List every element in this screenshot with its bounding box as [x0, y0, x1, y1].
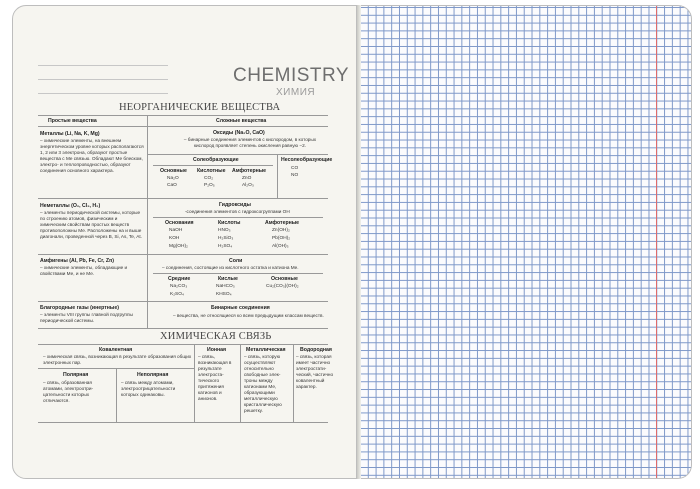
nonmetals-text: – элементы периодической системы, которые по строению атомов, физическим и химическим свойствам простых веществ противоположны Ме. Расположены на и выше диагонали, проведенной через B, Si, As, Te, At.: [40, 210, 142, 239]
hydroxide-amphoteric-item: Pb(OH)₂: [272, 236, 291, 241]
binary-compounds-title: Бинарные соединения: [211, 305, 270, 311]
hydroxide-bases-label: Основания: [165, 220, 194, 226]
polar-bond-text: – связь, образованная атомами, электроотри-цательности которых отличаются.: [43, 380, 94, 403]
notebook-spread: [12, 5, 692, 479]
hydrogen-bond-title: Водородная: [300, 347, 332, 353]
oxide-acidic-item: CO₂: [204, 176, 214, 181]
column-divider: [116, 368, 117, 422]
metals-title: Металлы (Li, Na, K, Mg): [40, 131, 100, 137]
noble-gases-text: – элементы VIII группы главной подгруппы периодической системы.: [40, 312, 133, 323]
complex-substances-header: Сложные вещества: [216, 118, 267, 124]
oxide-nonsalt-item: CO: [291, 166, 299, 171]
divider: [153, 273, 323, 274]
oxide-amphoteric-item: ZnO: [242, 176, 252, 181]
name-line-3: [38, 93, 168, 94]
polar-bond-title: Полярная: [63, 372, 89, 378]
oxide-nonsalt-item: NO: [291, 173, 299, 178]
hydroxide-base-item: NaOH: [169, 228, 183, 233]
hydroxide-acid-item: H₂SiO₃: [218, 236, 234, 241]
amphigens-title: Амфигены (Al, Pb, Fe, Cr, Zn): [40, 258, 114, 264]
hydrogen-bond-text: – связь, которая имеет частично электростати-ческий, частично ковалентный характер.: [296, 354, 334, 389]
margin-line: [656, 6, 657, 479]
noble-gases-title: Благородные газы (инертные): [40, 305, 119, 311]
column-divider: [147, 116, 148, 328]
hydroxide-acid-item: HNO₃: [218, 228, 231, 233]
oxides-text: – бинарные соединения элементов с кислородом, в которых кислород проявляет степень окисления равную −2.: [183, 137, 317, 148]
salt-acid-item: NaHCO₃: [216, 284, 235, 289]
divider: [147, 154, 328, 155]
nonpolar-bond-text: – связь между атомами, электроотрицательности которых одинаковы.: [121, 380, 176, 397]
page-subtitle: ХИМИЯ: [276, 87, 316, 98]
oxide-acidic-item: P₂O₅: [204, 183, 215, 188]
column-divider: [293, 344, 294, 422]
salt-medium-item: Na₂CO₃: [170, 284, 188, 289]
divider: [38, 301, 328, 302]
oxide-basic-item: CaO: [167, 183, 177, 188]
hydroxide-base-item: Mg(OH)₂: [169, 244, 188, 249]
hydroxide-acid-item: H₂SO₄: [218, 244, 233, 249]
column-divider: [277, 154, 278, 198]
salts-title: Соли: [229, 258, 243, 264]
column-divider: [194, 344, 195, 422]
name-line-1: [38, 65, 168, 66]
page-title: CHEMISTRY: [233, 65, 350, 86]
bond-heading: ХИМИЧЕСКАЯ СВЯЗЬ: [160, 331, 272, 342]
oxide-basic-label: Основные: [160, 168, 187, 174]
divider: [153, 165, 273, 166]
hydroxide-amphoteric-label: Амфотерные: [265, 220, 300, 226]
salt-basic-item: Cu₂(CO₃)(OH)₂: [266, 284, 299, 289]
hydroxide-amphoteric-item: Zn(OH)₂: [272, 228, 290, 233]
salt-forming-label: Солеобразующие: [193, 157, 239, 163]
inorganic-heading: НЕОРГАНИЧЕСКИЕ ВЕЩЕСТВА: [119, 102, 281, 113]
divider: [38, 422, 328, 423]
simple-substances-header: Простые вещества: [48, 118, 97, 124]
salt-acid-item: KHSO₄: [216, 292, 232, 297]
hydroxides-title: Гидроксиды: [219, 202, 251, 208]
non-salt-forming-label: Несолеобразующие: [281, 157, 333, 163]
left-page-cheatsheet: [12, 5, 357, 479]
ionic-bond-text: – связь, возникающая в результате электроста-тического притяжения катионов и анионов.: [198, 354, 232, 401]
divider: [38, 344, 328, 345]
hydroxide-acids-label: Кислоты: [218, 220, 241, 226]
name-line-2: [38, 79, 168, 80]
nonpolar-bond-title: Неполярная: [137, 372, 169, 378]
divider: [38, 254, 328, 255]
covalent-bond-title: Ковалентная: [99, 347, 133, 353]
salt-medium-item: K₂SO₄: [170, 292, 184, 297]
divider: [38, 115, 328, 116]
hydroxide-amphoteric-item: Al(OH)₃: [272, 244, 289, 249]
oxide-amphoteric-item: Al₂O₃: [242, 183, 254, 188]
salt-acidic-label: Кислые: [218, 276, 238, 282]
nonmetals-title: Неметаллы (O₂, Cl₂, H₂): [40, 203, 101, 209]
hydroxide-base-item: KOH: [169, 236, 180, 241]
divider: [153, 217, 323, 218]
salts-text: – соединения, состоящие из кислотного остатка и катиона Ме.: [162, 265, 299, 270]
oxide-amphoteric-label: Амфотерные: [232, 168, 267, 174]
metallic-bond-text: – связь, которую осуществляют относительно свободные элек-троны между катионами Ме, образующими металлическую кристаллическую решетку.: [244, 354, 282, 413]
salt-basic-label: Основные: [271, 276, 298, 282]
divider: [38, 198, 328, 199]
column-divider: [240, 344, 241, 422]
binary-compounds-text: – вещества, не относящиеся ко всем предыдущим классам веществ.: [173, 313, 324, 318]
oxide-acidic-label: Кислотные: [197, 168, 226, 174]
divider: [38, 328, 328, 329]
amphigens-text: – химические элементы, обладающие и свойствами Ме, и не Ме.: [40, 265, 128, 276]
metals-text: – химические элементы, на внешнем энергетическом уровне которых располагаются 1, 2 или 3 электрона, образуют простые вещества с Ме связью. Обладают Ме блеском, электро- и теплопроводностью, образуют соединения основного характера.: [40, 138, 144, 173]
divider: [38, 126, 328, 127]
oxide-basic-item: Na₂O: [167, 176, 179, 181]
metallic-bond-title: Металлическая: [246, 347, 286, 353]
hydroxides-text: -соединения элементов с гидроксогруппами OH: [185, 209, 290, 214]
salt-medium-label: Средние: [168, 276, 191, 282]
ionic-bond-title: Ионная: [207, 347, 227, 353]
right-page-grid: [361, 5, 692, 479]
oxides-title: Оксиды (Na₂O, CaO): [213, 130, 265, 136]
covalent-bond-text: – химическая связь, возникающая в результате образования общих электронных пар.: [43, 354, 192, 365]
